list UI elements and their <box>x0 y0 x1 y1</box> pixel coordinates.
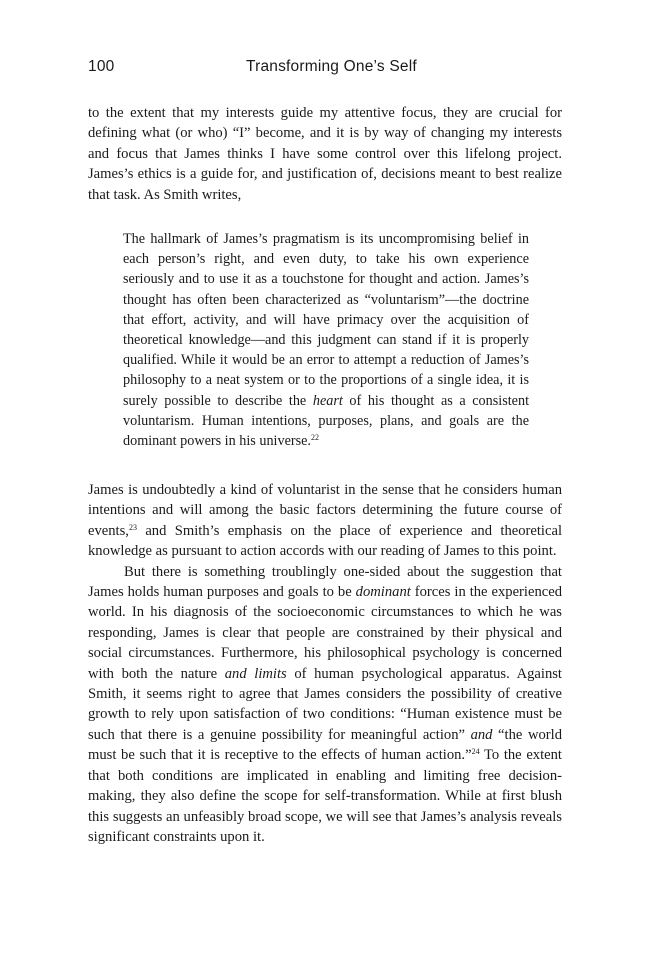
running-title: Transforming One’s Self <box>246 58 417 75</box>
paragraph3-part1: But there is something troublingly one-sided about the suggestion that James holds human purposes and goals to be <box>88 563 562 601</box>
emphasis-and-limits: and limits <box>224 665 287 682</box>
footnote-ref-22: 22 <box>310 433 319 443</box>
emphasis-and: and <box>470 726 493 743</box>
paragraph3-part5: To the extent that both conditions are implicated in enabling and limiting free decision-making, they also define the scope for self-transformation. While at first blush this suggests an unfeasibly broad scope, we will see that James’s analysis reveals significant constraints upon it. <box>88 747 562 845</box>
running-header <box>88 58 564 82</box>
quote-text-part2: of his thought as a consistent voluntarism. Human intentions, purposes, plans, and goals are the dominant powers in his universe. <box>123 392 530 450</box>
paragraph2-part2: and Smith’s emphasis on the place of experience and theoretical knowledge as pursuant to action accords with our reading of James to this point. <box>88 522 562 560</box>
quote-text <box>123 229 529 451</box>
paragraph3-part4: “the world must be such that it is receptive to the effects of human action.” <box>88 726 562 764</box>
quote-emphasis-heart: heart <box>312 392 343 409</box>
paragraph-continuation: to the extent that my interests guide my attentive focus, they are crucial for defining what (or who) “I” become, and it is by way of changing my interests and focus that James thinks I have some control over this lifelong project. James’s ethics is a guide for, and justification of, decisions meant to best realize that task. As Smith writes, <box>88 105 562 203</box>
block-quote <box>123 229 529 451</box>
paragraph2-part1: James is undoubtedly a kind of voluntarist in the sense that he considers human intentions and will among the basic factors determining the future course of events, <box>88 482 562 539</box>
page-number: 100 <box>88 58 115 75</box>
paragraph3-part2: forces in the experienced world. In his diagnosis of the socioeconomic circumstances to which he was responding, James is clear that people are constrained by their physical and social circumstances. Furthermore, his philosophical psychology is concerned with both the nature <box>88 584 562 682</box>
opening-paragraph-block <box>88 103 562 205</box>
main-text-block <box>88 480 562 847</box>
footnote-ref-24: 24 <box>471 747 480 757</box>
footnote-ref-23: 23 <box>128 522 137 532</box>
emphasis-dominant: dominant <box>355 584 411 601</box>
paragraph3-part3: of human psychological apparatus. Against Smith, it seems right to agree that James considers the possibility of creative growth to rely upon satisfaction of two conditions: “Human existence must be such that there is a genuine possibility for meaningful action” <box>88 665 562 743</box>
paragraph-one-sided <box>88 562 562 848</box>
quote-text-part1: The hallmark of James’s pragmatism is its uncompromising belief in each person’s right, and even duty, to take his own experience seriously and to use it as a touchstone for thought and action. James’s thought has often been characterized as “voluntarism”—the doctrine that effort, activity, and will have primacy over the acquisition of theoretical knowledge—and this judgment can stand if it is properly qualified. While it would be an error to attempt a reduction of James’s philosophy to a neat system or to the proportions of a single idea, it is surely possible to describe the <box>123 231 529 409</box>
paragraph-voluntarist <box>88 480 562 562</box>
